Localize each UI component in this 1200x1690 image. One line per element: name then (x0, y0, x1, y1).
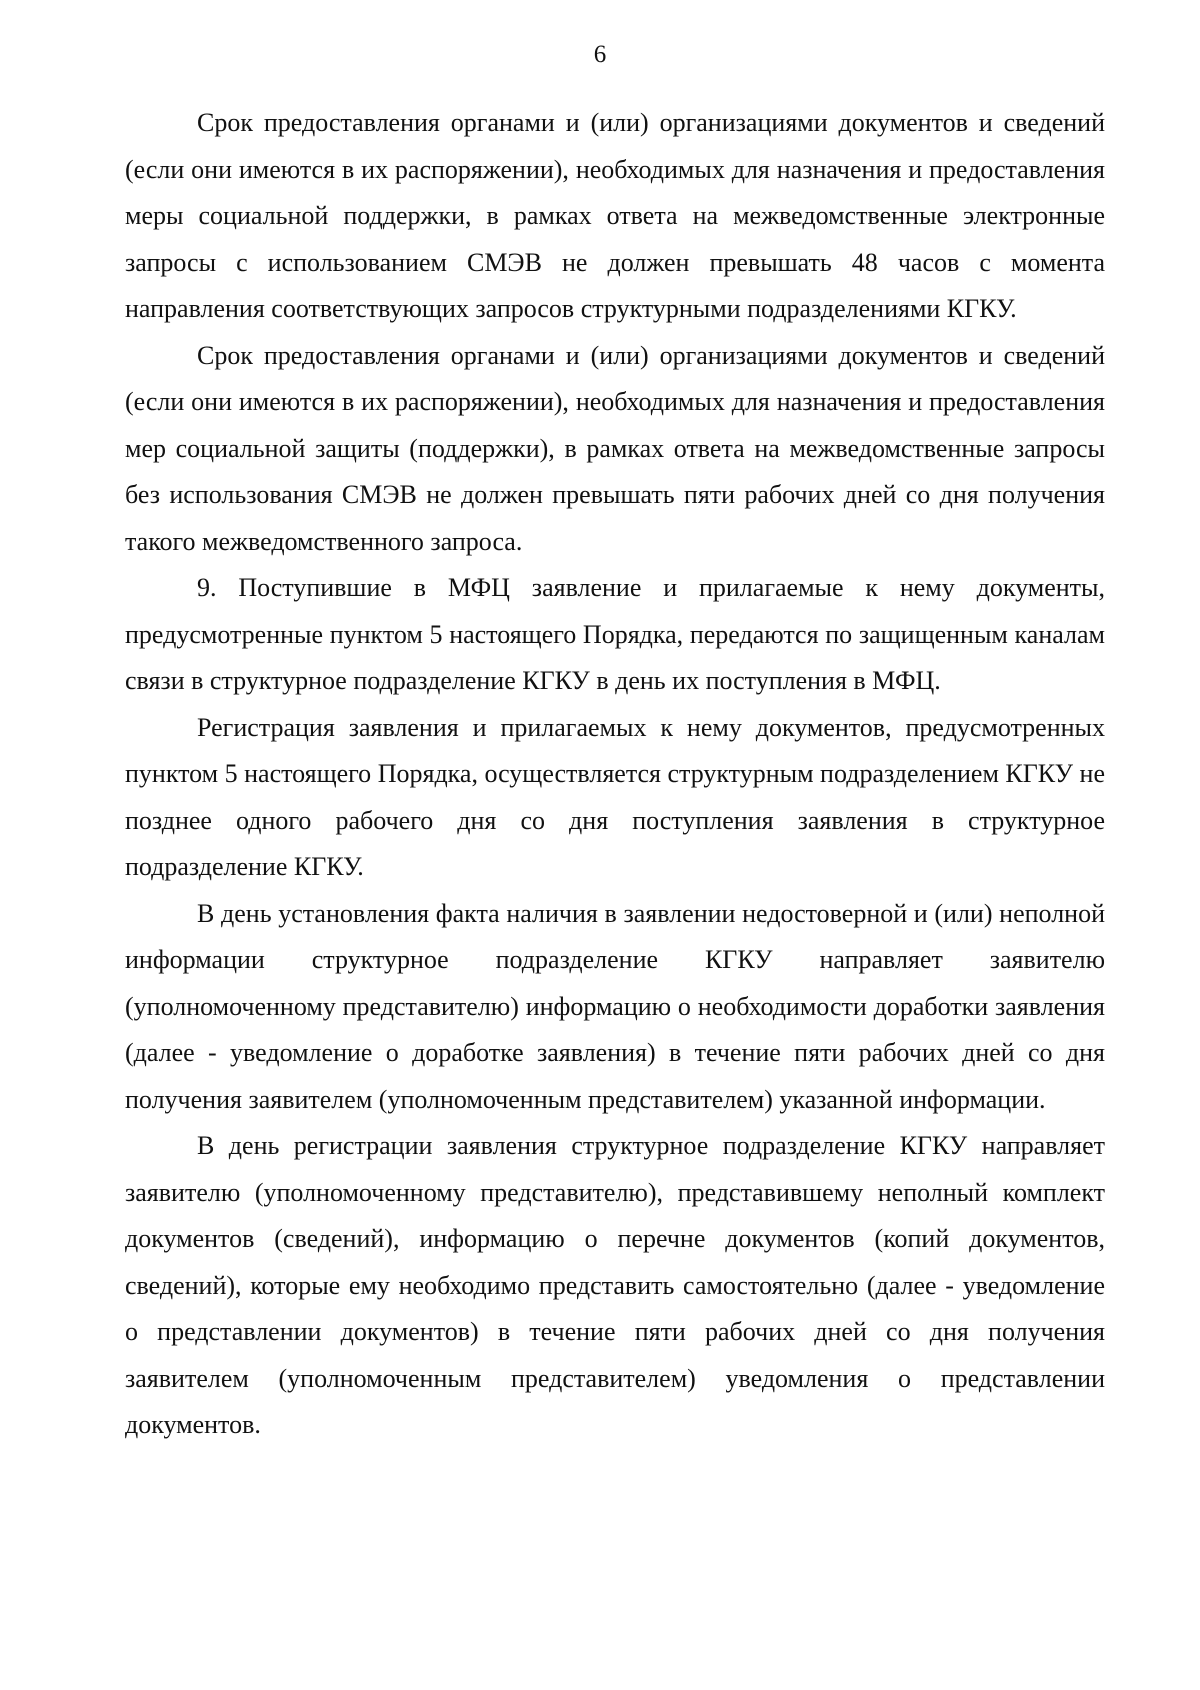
paragraph-documents-notice: В день регистрации заявления структурное подразделение КГКУ направляет заявителю (уполномоченному представителю), представившему неполный комплект документов (сведений), информацию о перечне документов (копий документов, сведений), которые ему необходимо представить самостоятельно (далее - уведомление о представлении документов) в течение пяти рабочих дней со дня получения заявителем (уполномоченным представителем) уведомления о представлении документов. (125, 1131, 1105, 1439)
paragraph-item-9-mfc-transfer: 9. Поступившие в МФЦ заявление и прилагаемые к нему документы, предусмотренные пунктом 5 настоящего Порядка, передаются по защищенным каналам связи в структурное подразделение КГКУ в день их поступления в МФЦ. (125, 573, 1105, 695)
paragraph-registration: Регистрация заявления и прилагаемых к нему документов, предусмотренных пунктом 5 настоящего Порядка, осуществляется структурным подразделением КГКУ не позднее одного рабочего дня со дня поступления заявления в структурное подразделение КГКУ. (125, 712, 1105, 881)
page-number: 6 (593, 41, 607, 68)
paragraph-revision-notice: В день установления факта наличия в заявлении недостоверной и (или) неполной информации структурное подразделение КГКУ направляет заявителю (уполномоченному представителю) информацию о необходимости доработки заявления (далее - уведомление о доработке заявления) в течение пяти рабочих дней со дня получения заявителем (уполномоченным представителем) указанной информации. (125, 898, 1105, 1114)
document-body (125, 100, 1105, 1449)
paragraph-smev-deadline: Срок предоставления органами и (или) организациями документов и сведений (если они имеются в их распоряжении), необходимых для назначения и предоставления меры социальной поддержки, в рамках ответа на межведомственные электронные запросы с использованием СМЭВ не должен превышать 48 часов с момента направления соответствующих запросов структурными подразделениями КГКУ. (125, 108, 1105, 323)
paragraph-non-smev-deadline: Срок предоставления органами и (или) организациями документов и сведений (если они имеются в их распоряжении), необходимых для назначения и предоставления мер социальной защиты (поддержки), в рамках ответа на межведомственные запросы без использования СМЭВ не должен превышать пяти рабочих дней со дня получения такого межведомственного запроса. (125, 340, 1105, 556)
